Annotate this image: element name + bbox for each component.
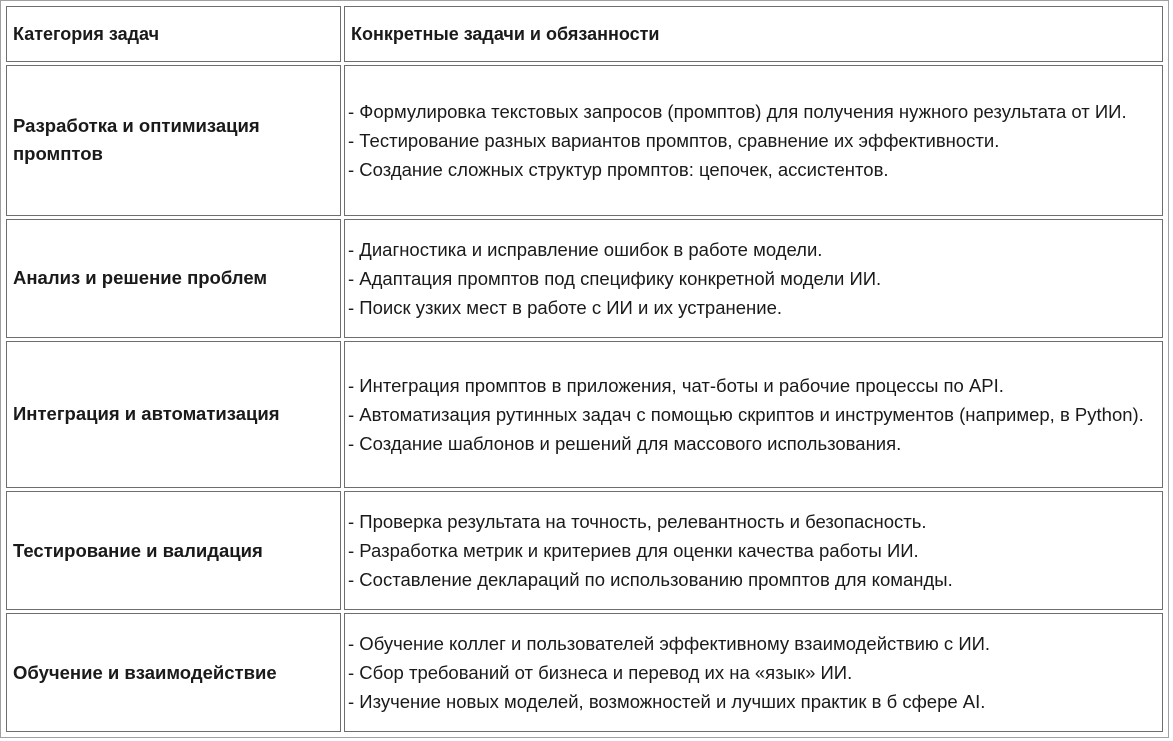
category-cell: Интеграция и автоматизация — [6, 341, 341, 489]
table-row — [6, 491, 1163, 610]
tasks-cell — [344, 613, 1163, 732]
task-item: - Создание сложных структур промптов: цепочек, ассистентов. — [348, 158, 889, 180]
category-cell: Обучение и взаимодействие — [6, 613, 341, 732]
task-item: - Изучение новых моделей, возможностей и лучших практик в б сфере AI. — [348, 691, 986, 713]
table-row — [6, 219, 1163, 338]
header-tasks: Конкретные задачи и обязанности — [344, 6, 1163, 62]
table-row — [6, 613, 1163, 732]
task-item: - Обучение коллег и пользователей эффективному взаимодействию с ИИ. — [348, 633, 991, 655]
task-item: - Тестирование разных вариантов промптов, сравнение их эффективности. — [348, 129, 1000, 151]
task-item: - Разработка метрик и критериев для оценки качества работы ИИ. — [348, 540, 919, 562]
task-item: - Адаптация промптов под специфику конкретной модели ИИ. — [348, 267, 882, 289]
task-item: - Диагностика и исправление ошибок в работе модели. — [348, 238, 823, 260]
task-item: - Поиск узких мест в работе с ИИ и их устранение. — [348, 296, 782, 318]
category-cell: Разработка и оптимизация промптов — [6, 65, 341, 216]
category-cell: Анализ и решение проблем — [6, 219, 341, 338]
tasks-cell — [344, 219, 1163, 338]
table-header-row — [6, 6, 1163, 62]
task-table — [3, 3, 1166, 735]
header-category: Категория задач — [6, 6, 341, 62]
table-row — [6, 65, 1163, 216]
task-item: - Формулировка текстовых запросов (промптов) для получения нужного результата от ИИ. — [348, 100, 1127, 122]
task-item: - Сбор требований от бизнеса и перевод их на «язык» ИИ. — [348, 662, 853, 684]
tasks-cell — [344, 341, 1163, 489]
task-item: - Составление деклараций по использованию промптов для команды. — [348, 569, 953, 591]
table-row — [6, 341, 1163, 489]
tasks-cell — [344, 491, 1163, 610]
task-item: - Интеграция промптов в приложения, чат-боты и рабочие процессы по API. — [348, 374, 1004, 396]
task-item: - Создание шаблонов и решений для массового использования. — [348, 432, 902, 454]
task-item: - Автоматизация рутинных задач с помощью скриптов и инструментов (например, в Python). — [348, 403, 1144, 425]
category-cell: Тестирование и валидация — [6, 491, 341, 610]
task-item: - Проверка результата на точность, релевантность и безопасность. — [348, 511, 927, 533]
tasks-cell — [344, 65, 1163, 216]
